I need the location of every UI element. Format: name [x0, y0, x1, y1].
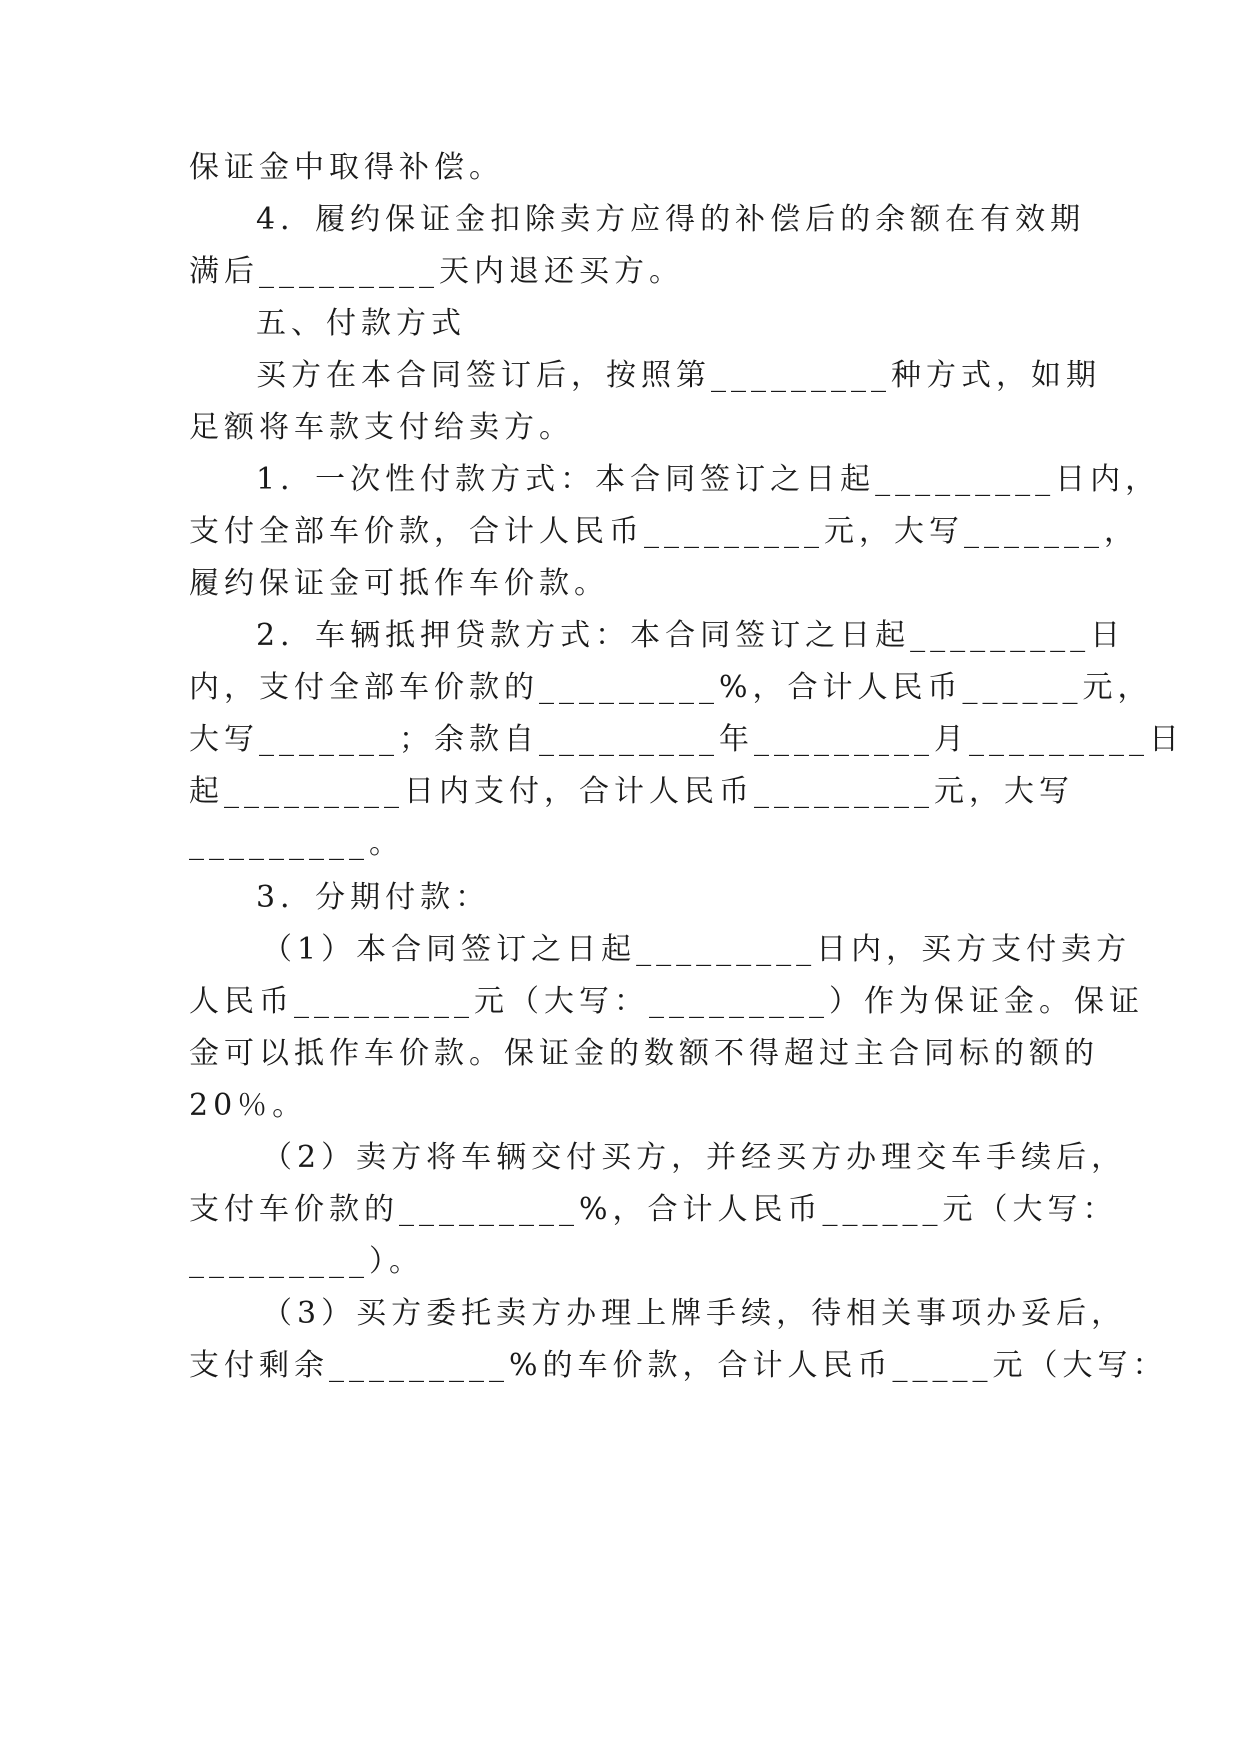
- text-line: 满后_________天内退还买方。: [189, 254, 684, 289]
- text-line: 4．履约保证金扣除卖方应得的补偿后的余额在有效期: [256, 202, 1086, 237]
- text-line: （1）本合同签订之日起_________日内，买方支付卖方: [262, 932, 1132, 967]
- text-line: 大写_______；余款自_________年_________月_________日: [189, 722, 1184, 757]
- text-line: 1．一次性付款方式：本合同签订之日起_________日内，: [256, 462, 1161, 497]
- text-line: 支付车价款的_________%，合计人民币______元（大写：: [189, 1192, 1118, 1227]
- text-line: 20％。: [189, 1088, 308, 1123]
- text-line: 起_________日内支付，合计人民币_________元，大写: [189, 774, 1074, 809]
- text-line: 保证金中取得补偿。: [189, 150, 504, 185]
- text-line: 支付全部车价款，合计人民币_________元，大写_______，: [189, 514, 1139, 549]
- text-line: 内，支付全部车价款的_________%，合计人民币______元，: [189, 670, 1153, 705]
- text-line: 足额将车款支付给卖方。: [189, 410, 574, 445]
- text-line: （2）卖方将车辆交付买方，并经买方办理交车手续后，: [262, 1140, 1127, 1175]
- text-line: _________。: [189, 826, 404, 861]
- text-line: 2．车辆抵押贷款方式：本合同签订之日起_________日: [256, 618, 1126, 653]
- text-line: 履约保证金可抵作车价款。: [189, 566, 609, 601]
- text-line: 买方在本合同签订后，按照第_________种方式，如期: [256, 358, 1101, 393]
- text-line: 人民币_________元（大写：_________）作为保证金。保证: [189, 984, 1144, 1019]
- text-line: 支付剩余_________%的车价款，合计人民币_____元（大写：: [189, 1348, 1168, 1383]
- text-line: 3．分期付款：: [256, 880, 491, 915]
- text-line: 金可以抵作车价款。保证金的数额不得超过主合同标的额的: [189, 1036, 1099, 1071]
- text-line: （3）买方委托卖方办理上牌手续，待相关事项办妥后，: [262, 1296, 1127, 1331]
- text-line: _________）。: [189, 1244, 424, 1279]
- section-heading: 五、付款方式: [256, 306, 466, 341]
